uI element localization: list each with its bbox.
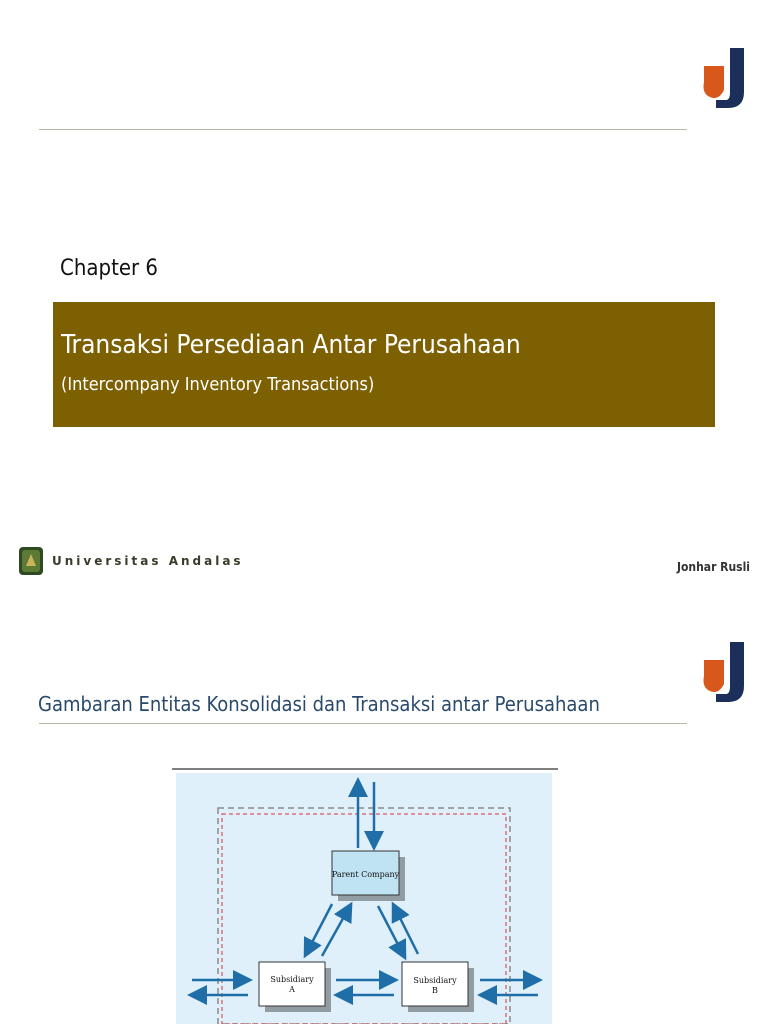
subsidiary-a-letter: A <box>289 985 295 994</box>
consolidated-entity-diagram <box>172 768 558 1024</box>
subsidiary-b-box <box>402 962 474 1012</box>
title-box <box>53 302 715 427</box>
slide-subtitle: (Intercompany Inventory Transactions) <box>61 374 375 395</box>
content-slide <box>0 600 768 1024</box>
subsidiary-b-label: Subsidiary <box>413 976 457 985</box>
header-divider <box>39 129 687 130</box>
parent-company-box <box>332 851 405 901</box>
university-emblem-icon <box>18 546 44 576</box>
subsidiary-b-letter: B <box>432 986 438 995</box>
author-name: Jonhar Rusli <box>677 560 750 574</box>
university-name: Universitas Andalas <box>52 554 244 568</box>
subsidiary-a-label: Subsidiary <box>270 975 314 984</box>
university-logo-icon <box>700 640 752 704</box>
subsidiary-a-box <box>259 962 331 1012</box>
chapter-label: Chapter 6 <box>60 256 159 281</box>
parent-company-label: Parent Company <box>331 870 400 879</box>
slide-title: Transaksi Persediaan Antar Perusahaan <box>61 330 521 360</box>
university-logo-icon <box>700 46 752 110</box>
footer-university <box>18 546 244 576</box>
header-divider <box>39 723 687 724</box>
slide-title: Gambaran Entitas Konsolidasi dan Transaksi antar Perusahaan <box>38 692 600 716</box>
